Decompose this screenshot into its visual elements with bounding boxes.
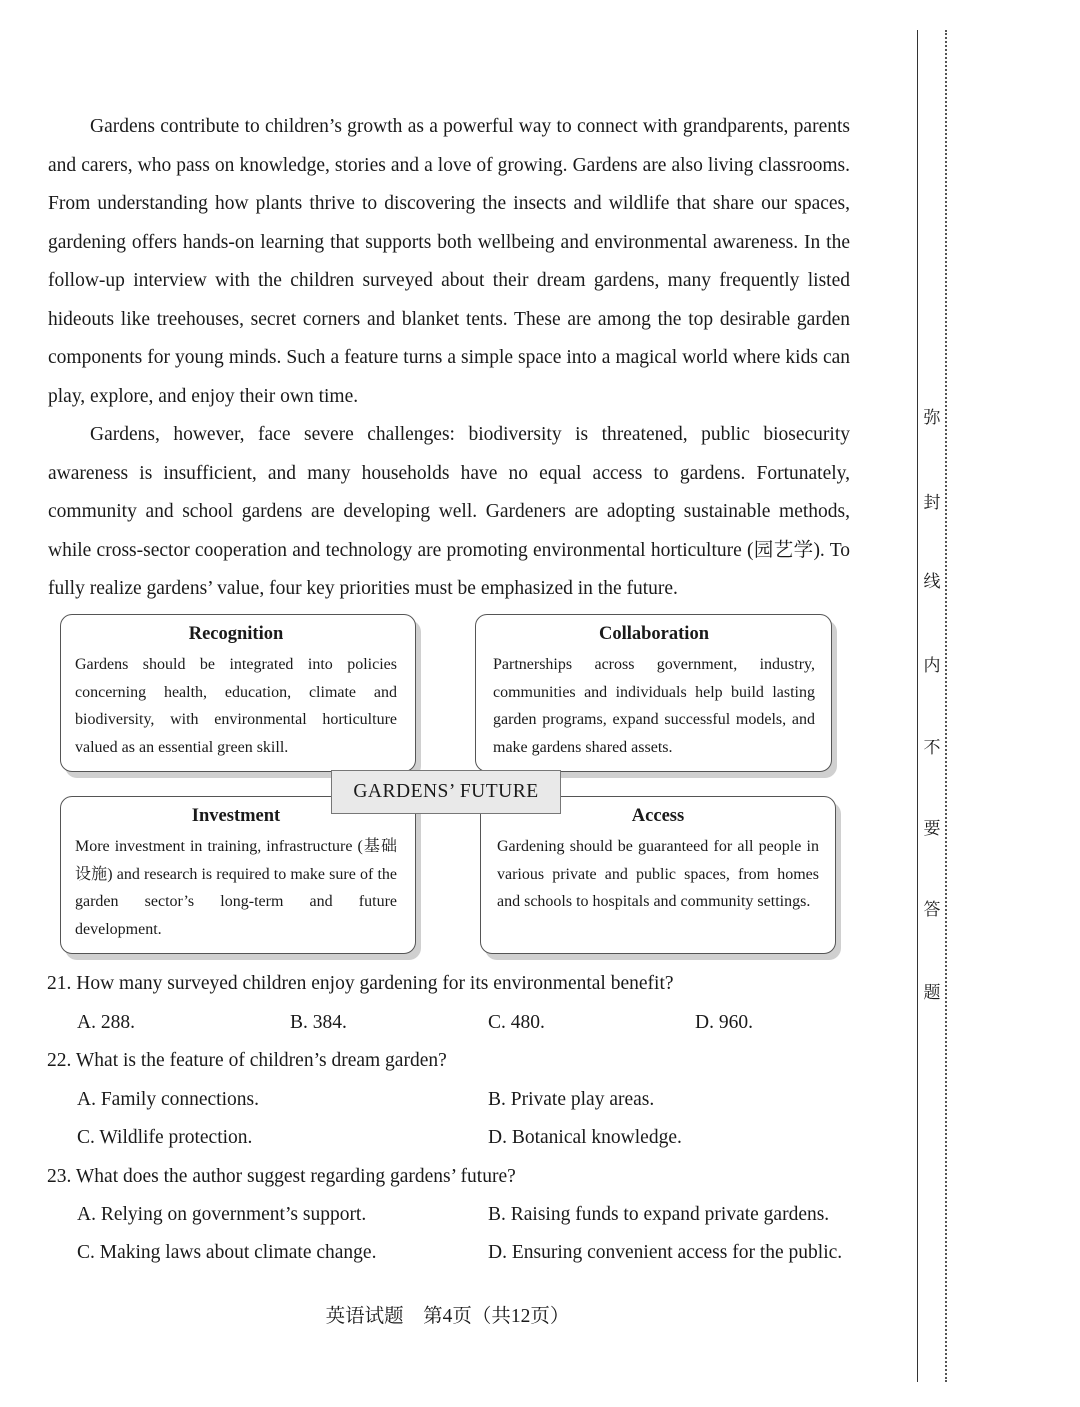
diagram-center-label: GARDENS’ FUTURE	[331, 770, 561, 814]
margin-char: 弥	[923, 408, 941, 428]
margin-seal-line	[945, 30, 947, 1382]
option-22-b[interactable]: B. Private play areas.	[488, 1089, 655, 1110]
question-21-stem: 21. How many surveyed children enjoy gardening for its environmental benefit?	[47, 973, 674, 994]
option-23-d[interactable]: D. Ensuring convenient access for the public.	[488, 1242, 843, 1263]
option-21-a[interactable]: A. 288.	[77, 1012, 135, 1033]
box-title: Investment	[191, 806, 281, 826]
margin-char: 线	[923, 572, 941, 592]
option-23-b[interactable]: B. Raising funds to expand private gardens.	[488, 1204, 830, 1225]
collaboration-box	[475, 614, 832, 772]
option-21-b[interactable]: B. 384.	[290, 1012, 347, 1033]
investment-box	[60, 796, 416, 954]
access-box	[480, 796, 836, 954]
box-title: Collaboration	[599, 624, 709, 644]
margin-char: 答	[923, 900, 941, 920]
option-22-a[interactable]: A. Family connections.	[77, 1089, 259, 1110]
page-footer: 英语试题 第4页（共12页）	[325, 1306, 570, 1327]
option-23-c[interactable]: C. Making laws about climate change.	[77, 1242, 377, 1263]
box-text: Gardens should be integrated into policies concerning health, education, climate and biodiversity, with environmental horticulture valued as an essential green skill.	[75, 656, 397, 757]
margin-char: 内	[923, 656, 941, 676]
question-22-stem: 22. What is the feature of children’s dream garden?	[47, 1050, 447, 1071]
box-text: Partnerships across government, industry, communities and individuals help build lasting garden programs, expand successful models, and make gardens shared assets.	[493, 656, 815, 757]
passage-paragraph-2: Gardens, however, face severe challenges: biodiversity is threatened, public biosecurity awareness is insufficient, and many households have no equal access to gardens. Fortunately, community and school gardens are developing well. Gardeners are adopting sustainable methods, while cross-sector cooperation and technology are promoting environmental horticulture (园艺学). To fully realize gardens’ value, four key priorities must be emphasized in the future.	[48, 424, 850, 599]
option-21-d[interactable]: D. 960.	[695, 1012, 753, 1033]
box-text: More investment in training, infrastructure (基础设施) and research is required to make sure of the garden sector’s long-term and future development.	[75, 838, 397, 939]
option-23-a[interactable]: A. Relying on government’s support.	[77, 1204, 367, 1225]
box-title: Access	[631, 806, 685, 826]
margin-char: 题	[923, 983, 941, 1003]
box-title: Recognition	[188, 624, 284, 644]
margin-solid-line	[917, 30, 918, 1382]
passage-paragraph-1: Gardens contribute to children’s growth as a powerful way to connect with grandparents, parents and carers, who pass on knowledge, stories and a love of growing. Gardens are also living classrooms. From understanding how plants thrive to discovering the insects and wildlife that share our spaces, gardening offers hands-on learning that supports both wellbeing and environmental awareness. In the follow-up interview with the children surveyed about their dream gardens, many frequently listed hideouts like treehouses, secret corners and blanket tents. These are among the top desirable garden components for young minds. Such a feature turns a simple space into a magical world where kids can play, explore, and enjoy their own time.	[48, 116, 850, 407]
box-text: Gardening should be guaranteed for all people in various private and public spaces, from homes and schools to hospitals and community settings.	[497, 838, 819, 911]
option-22-c[interactable]: C. Wildlife protection.	[77, 1127, 253, 1148]
recognition-box	[60, 614, 416, 772]
option-22-d[interactable]: D. Botanical knowledge.	[488, 1127, 682, 1148]
option-21-c[interactable]: C. 480.	[488, 1012, 545, 1033]
margin-char: 要	[923, 819, 941, 839]
margin-char: 不	[923, 738, 941, 758]
reading-passage	[48, 108, 850, 609]
margin-char: 封	[923, 493, 941, 513]
question-23-stem: 23. What does the author suggest regarding gardens’ future?	[47, 1166, 516, 1187]
